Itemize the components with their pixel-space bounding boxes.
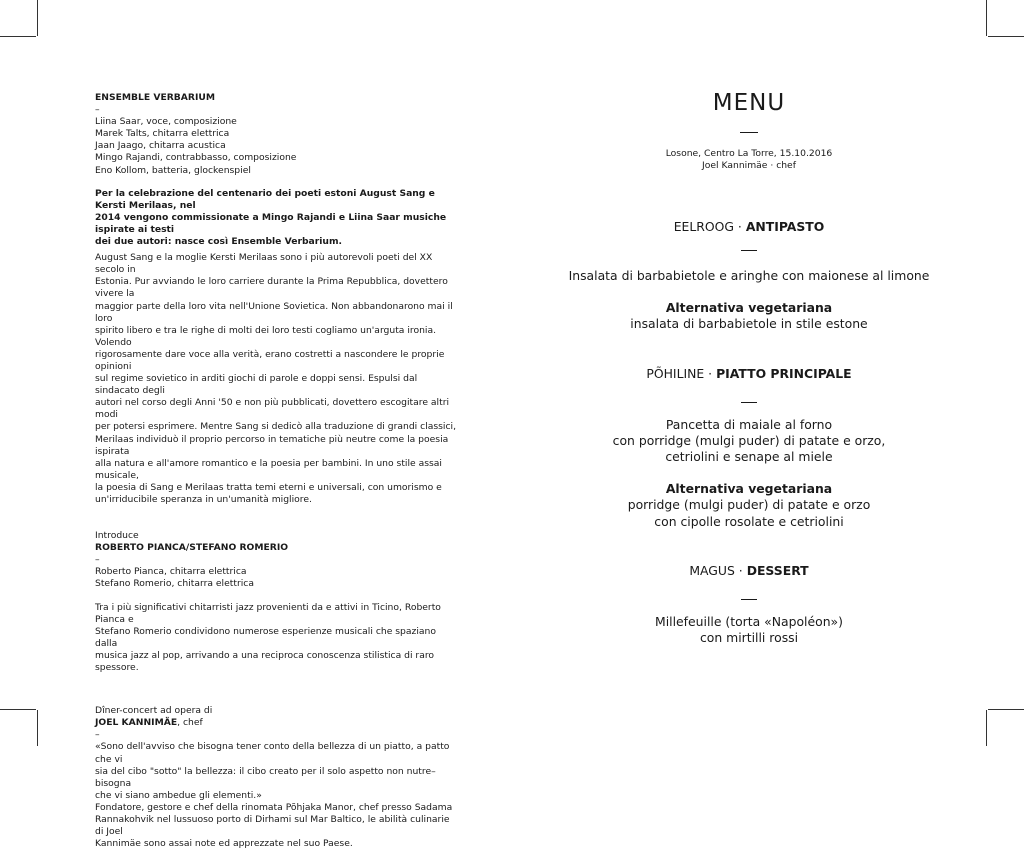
intro-bold-line: 2014 vengono commissionate a Mingo Rajandi e Liina Saar musiche ispirate ai testi xyxy=(95,211,447,235)
member-line: Mingo Rajandi, contrabbasso, composizione xyxy=(95,152,297,164)
member-line: Eno Kollom, batteria, glockenspiel xyxy=(95,164,251,176)
section-heading-dessert: MAGUS · DESSERT xyxy=(689,562,809,578)
section-heading-main: PÕHILINE · PIATTO PRINCIPALE xyxy=(646,365,852,381)
menu-page xyxy=(560,88,938,646)
member-line: Jaan Jaago, chitarra acustica xyxy=(95,140,226,152)
chef-body-line: Rannakohvik nel lussuoso porto di Dirhami sul Mar Baltico, le abilità culinarie di Joel xyxy=(95,813,450,838)
crop-mark xyxy=(988,709,1024,710)
section-rule xyxy=(741,250,757,251)
separator-dash: – xyxy=(95,729,100,741)
section-rule xyxy=(741,599,757,600)
chef-name: JOEL KANNIMÄE xyxy=(95,717,178,729)
intro-bold-line: dei due autori: nasce così Ensemble Verbarium. xyxy=(95,236,343,248)
crop-mark xyxy=(0,709,36,710)
veg-line: insalata di barbabietole in stile estone xyxy=(630,316,868,332)
intro-body-line: un'irriducibile speranza in un'umanità migliore. xyxy=(95,494,312,505)
section-estonian: PÕHILINE xyxy=(646,365,705,381)
duo-body-line: musica jazz al pop, arrivando a una reciproca conoscenza stilistica di raro spessore. xyxy=(95,649,435,674)
veg-label: Alternativa vegetariana xyxy=(665,300,833,316)
section-rule xyxy=(741,402,757,403)
member-line: Liina Saar, voce, composizione xyxy=(95,116,237,128)
section-italian: PIATTO PRINCIPALE xyxy=(716,365,852,381)
intro-body-line: alla natura e all'amore romantico e la poesia per bambini. In uno stile assai musicale, xyxy=(95,457,442,481)
chef-suffix: , chef xyxy=(177,717,203,729)
introduce-label: Introduce xyxy=(95,530,139,542)
chef-body-line: «Sono dell'avviso che bisogna tener conto della bellezza di un piatto, a patto che vi xyxy=(95,741,450,765)
intro-body-line: autori nel corso degli Anni '50 e non più pubblicati, dovettero escogitare altri modi xyxy=(95,397,450,421)
title-rule xyxy=(740,132,758,133)
dish-line: Millefeuille (torta «Napoléon») xyxy=(655,613,843,629)
chef-credit xyxy=(95,717,457,729)
diner-label: Dîner-concert ad opera di xyxy=(95,705,213,717)
chef-body-line: che vi siano ambedue gli elementi.» xyxy=(95,789,262,801)
section-italian: ANTIPASTO xyxy=(745,219,825,234)
member-line: Marek Talts, chitarra elettrica xyxy=(95,128,230,140)
intro-body-line: spirito libero e tra le righe di molti dei loro testi cogliamo un'arguta ironia. Volendo xyxy=(95,324,437,348)
crop-mark xyxy=(0,36,36,37)
crop-mark xyxy=(988,36,1024,37)
duo-title: ROBERTO PIANCA/STEFANO ROMERIO xyxy=(95,542,289,554)
intro-body-line: rigorosamente dare voce alla verità, erano costretti a nascondere le proprie opinioni xyxy=(95,348,445,372)
intro-body-line: Estonia. Pur avviando le loro carriere durante la Prima Repubblica, dovettero vivere la xyxy=(95,276,448,300)
duo-body-line: Tra i più significativi chitarristi jazz provenienti da e attivi in Ticino, Roberto Pianca e xyxy=(95,601,441,625)
dish-line: Pancetta di maiale al forno xyxy=(665,416,833,432)
chef-body-line: Fondatore, gestore e chef della rinomata Põhjaka Manor, chef presso Sadama xyxy=(95,801,453,813)
dish-line: Insalata di barbabietole e aringhe con maionese al limone xyxy=(568,268,930,283)
dish-line: con porridge (mulgi puder) di patate e orzo, xyxy=(612,432,886,448)
member-line: Stefano Romerio, chitarra elettrica xyxy=(95,578,254,590)
section-estonian: MAGUS xyxy=(689,562,735,578)
section-italian: DESSERT xyxy=(746,562,809,578)
intro-body-line: August Sang e la moglie Kersti Merilaas sono i più autorevoli poeti del XX secolo in xyxy=(95,252,433,276)
crop-mark xyxy=(986,0,987,36)
separator-dash: – xyxy=(95,104,100,116)
duo-body-line: Stefano Romerio condividono numerose esperienze musicali che spaziano dalla xyxy=(95,625,436,649)
veg-label: Alternativa vegetariana xyxy=(665,481,833,497)
section-heading-antipasto: EELROOG · ANTIPASTO xyxy=(673,219,825,234)
veg-line: porridge (mulgi puder) di patate e orzo xyxy=(627,497,871,513)
dish-line: cetriolini e senape al miele xyxy=(665,449,833,465)
intro-body-line: maggior parte della loro vita nell'Unione Sovietica. Non abbandonarono mai il loro xyxy=(95,300,453,324)
crop-mark xyxy=(37,710,38,746)
crop-mark xyxy=(37,0,38,36)
intro-body-line: sul regime sovietico in arditi giochi di parole e doppi sensi. Espulsi dal sindacato degli xyxy=(95,373,418,397)
intro-bold-line: Per la celebrazione del centenario dei poeti estoni August Sang e Kersti Merilaas, nel xyxy=(95,187,435,211)
program-notes-page xyxy=(95,92,457,850)
chef-body-line: sia del cibo "sotto" la bellezza: il cibo creato per il solo aspetto non nutre–bisogna xyxy=(95,765,436,789)
chef-line: Joel Kannimäe · chef xyxy=(702,160,796,171)
intro-body-line: Merilaas individuò il proprio percorso in tematiche più neutre come la poesia ispirata xyxy=(95,433,449,457)
chef-body-line: Kannimäe sono assai note ed apprezzate nel suo Paese. xyxy=(95,838,353,850)
menu-title: MENU xyxy=(712,90,786,116)
ensemble-title: ENSEMBLE VERBARIUM xyxy=(95,92,216,103)
section-estonian: EELROOG xyxy=(673,219,734,234)
separator-dash: – xyxy=(95,554,100,566)
veg-line: con cipolle rosolate e cetriolini xyxy=(654,513,844,529)
member-line: Roberto Pianca, chitarra elettrica xyxy=(95,566,247,578)
venue-line: Losone, Centro La Torre, 15.10.2016 xyxy=(665,148,833,159)
intro-body-line: per potersi esprimere. Mentre Sang si dedicò alla traduzione di grandi classici, xyxy=(95,421,457,433)
intro-body-line: la poesia di Sang e Merilaas tratta temi eterni e universali, con umorismo e xyxy=(95,481,442,493)
crop-mark xyxy=(986,710,987,746)
dish-line: con mirtilli rossi xyxy=(699,630,799,646)
